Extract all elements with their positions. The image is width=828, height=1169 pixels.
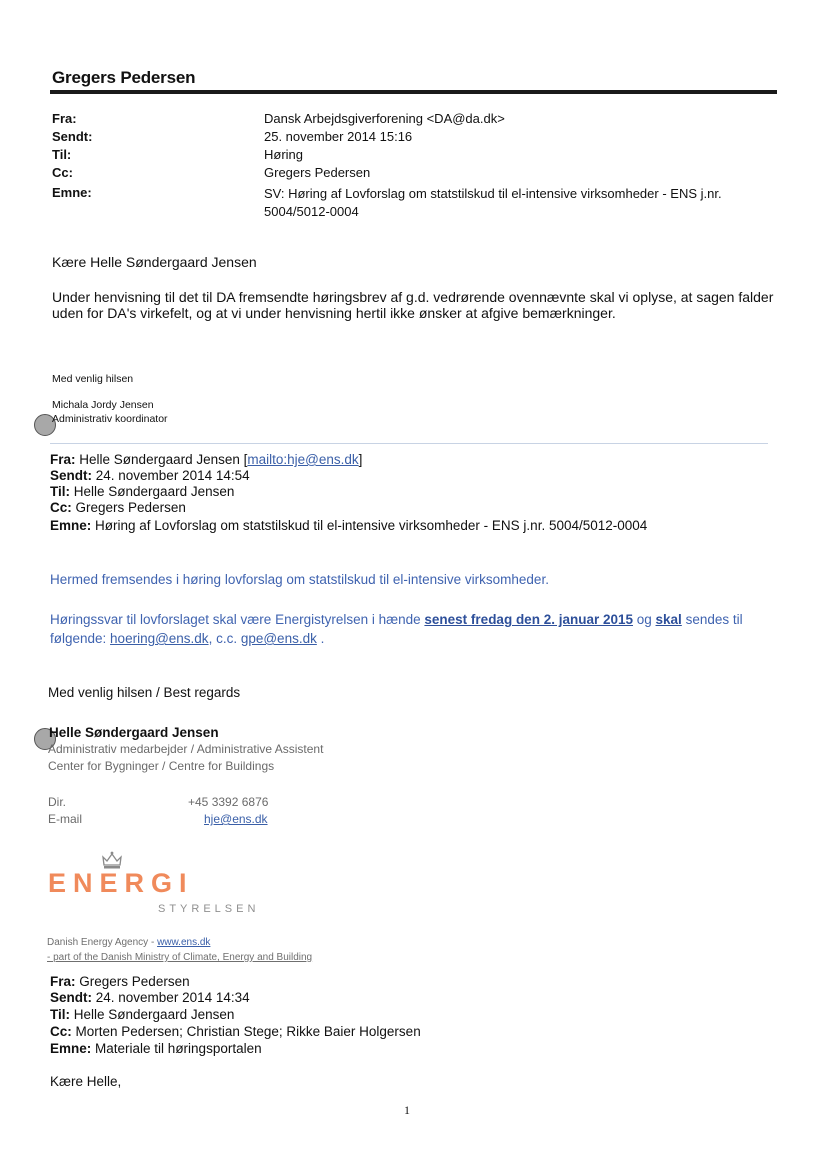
dir-value: +45 3392 6876 (188, 795, 269, 809)
fwd2-to-line: Til: Helle Søndergaard Jensen (50, 1007, 235, 1022)
energi-logo: ENERGI (48, 868, 194, 898)
email-link[interactable]: hje@ens.dk (204, 812, 268, 826)
from-label: Fra: (52, 111, 77, 126)
to-value: Høring (264, 147, 304, 162)
fwd1-from-line: Fra: Helle Søndergaard Jensen [mailto:hje@ens.dk] (50, 452, 363, 467)
sent-value: 25. november 2014 15:16 (264, 129, 413, 144)
reply-signer-name: Michala Jordy Jensen (52, 399, 154, 411)
fwd1-subject-line: Emne: Høring af Lovforslag om statstilskud til el-intensive virksomheder - ENS j.nr. 5004/5012-0004 (50, 518, 648, 533)
ministry-line: - part of the Danish Ministry of Climate, Energy and Building (47, 952, 313, 963)
fwd1-to-line: Til: Helle Søndergaard Jensen (50, 484, 235, 499)
fwd2-sent-line: Sendt: 24. november 2014 14:34 (50, 990, 250, 1005)
hoering-email-link[interactable]: hoering@ens.dk (110, 631, 209, 646)
dir-label: Dir. (48, 795, 66, 809)
sent-label: Sendt: (52, 129, 93, 144)
cc-label: Cc: (52, 165, 73, 180)
fwd2-cc-line: Cc: Morten Pedersen; Christian Stege; Rikke Baier Holgersen (50, 1024, 421, 1039)
fwd1-line2: Høringssvar til lovforslaget skal være Energistyrelsen i hænde senest fredag den 2. januar 2015 og skal sendes til (50, 612, 743, 627)
page-number: 1 (404, 1103, 410, 1117)
agency-line: Danish Energy Agency - www.ens.dk (47, 937, 211, 948)
fwd1-regards: Med venlig hilsen / Best regards (48, 685, 241, 700)
from-value: Dansk Arbejdsgiverforening <DA@da.dk> (264, 111, 505, 126)
email-label: E-mail (48, 812, 83, 826)
fwd1-sig-name: Helle Søndergaard Jensen (49, 725, 219, 740)
fwd2-from-line: Fra: Gregers Pedersen (50, 974, 190, 989)
fwd1-line1: Hermed fremsendes i høring lovforslag om statstilskud til el-intensive virksomheder. (50, 572, 549, 587)
fwd1-sig-title: Administrativ medarbejder / Administrative Assistent (48, 742, 324, 756)
agency-link[interactable]: www.ens.dk (157, 937, 211, 948)
top-divider (50, 90, 777, 94)
cc-value: Gregers Pedersen (264, 165, 371, 180)
skal-text: skal (655, 612, 682, 627)
reply-body: Under henvisning til det til DA fremsendte høringsbrev af g.d. vedrørende ovennævnte skal vi oplyse, at sagen falder uden for DA's virkefelt, og at vi under henvisning hertil ikke ønsker at afgive bemærkninger. (52, 289, 774, 321)
styrelsen-logo: STYRELSEN (158, 903, 260, 915)
message-separator (50, 443, 768, 444)
to-label: Til: (52, 147, 72, 162)
deadline-text: senest fredag den 2. januar 2015 (424, 612, 633, 627)
fwd1-cc-line: Cc: Gregers Pedersen (50, 500, 186, 515)
fwd2-greeting: Kære Helle, (50, 1074, 122, 1089)
subject-value: SV: Høring af Lovforslag om statstilskud til el-intensive virksomheder - ENS j.nr. 5004/5012-0004 (264, 186, 722, 219)
gpe-email-link[interactable]: gpe@ens.dk (240, 631, 317, 646)
reply-closing: Med venlig hilsen (52, 373, 134, 385)
fwd1-sent-line: Sendt: 24. november 2014 14:54 (50, 468, 250, 483)
mailto-link[interactable]: mailto:hje@ens.dk (247, 452, 359, 467)
fwd2-subject-line: Emne: Materiale til høringsportalen (50, 1041, 262, 1056)
reply-greeting: Kære Helle Søndergaard Jensen (52, 254, 257, 270)
reply-signer-title: Administrativ koordinator (52, 413, 168, 425)
fwd1-sig-dept: Center for Bygninger / Centre for Buildings (48, 759, 275, 773)
fwd1-line3: følgende: hoering@ens.dk, c.c. gpe@ens.dk . (50, 631, 325, 646)
sender-name: Gregers Pedersen (52, 68, 196, 87)
subject-label: Emne: (52, 185, 92, 200)
